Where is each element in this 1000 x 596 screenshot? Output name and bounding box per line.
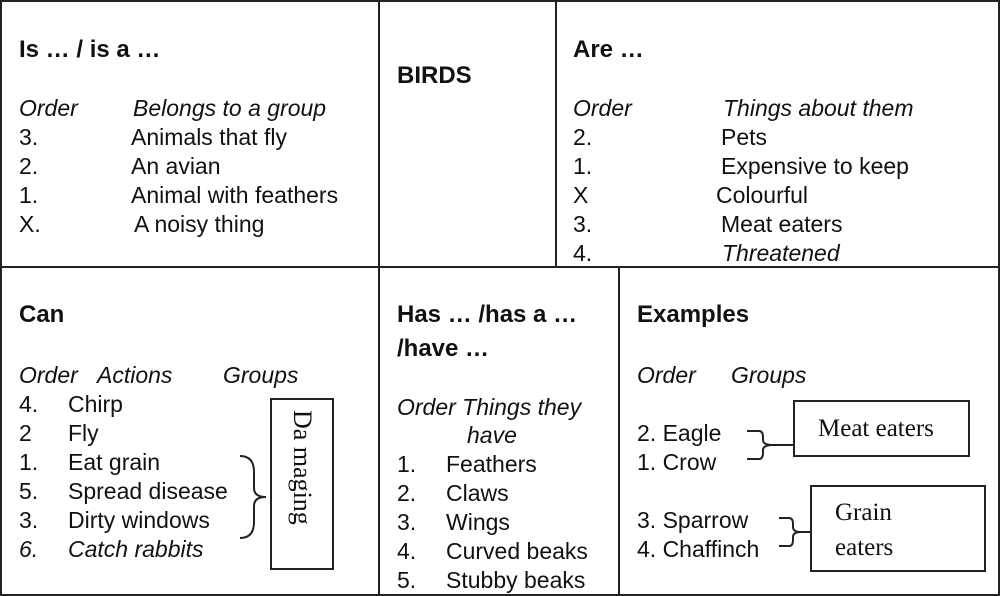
has-row-text: Wings — [446, 509, 510, 535]
has-row-text: Curved beaks — [446, 538, 588, 564]
is-row-order: 1. — [19, 182, 39, 208]
example-bird: 1. Crow — [637, 449, 717, 475]
are-row-order: 3. — [573, 211, 593, 237]
grain-eaters-label-line2: eaters — [835, 534, 894, 561]
has-row-order: 4. — [397, 538, 417, 564]
grid-line-top-2 — [555, 0, 557, 267]
can-row-order: 5. — [19, 478, 39, 504]
are-row-text: Meat eaters — [721, 211, 843, 237]
has-row-text: Claws — [446, 480, 509, 506]
is-row-order: 2. — [19, 153, 39, 179]
can-group-label: Da maging — [288, 410, 317, 525]
is-row-text: An avian — [131, 153, 221, 179]
can-row-order: 2 — [19, 420, 32, 446]
is-row-text: Animal with feathers — [131, 182, 339, 208]
are-row-text: Expensive to keep — [721, 153, 909, 179]
examples-brace-2-icon — [777, 512, 813, 552]
example-bird: 3. Sparrow — [637, 507, 749, 533]
can-row-text: Chirp — [68, 391, 123, 417]
are-col-order: Order — [573, 95, 632, 121]
are-row-text: Colourful — [716, 182, 809, 208]
grid-line-bottom-2 — [618, 267, 620, 596]
is-row-order: X. — [19, 211, 41, 237]
examples-col-groups: Groups — [731, 362, 807, 388]
examples-heading: Examples — [637, 301, 750, 328]
are-row-order: 1. — [573, 153, 593, 179]
example-bird: 4. Chaffinch — [637, 536, 760, 562]
can-row-text: Fly — [68, 420, 99, 446]
is-col-desc: Belongs to a group — [133, 95, 327, 121]
can-row-order: 3. — [19, 507, 39, 533]
examples-col-order: Order — [637, 362, 696, 388]
can-heading: Can — [19, 301, 65, 328]
center-title: BIRDS — [397, 62, 472, 89]
can-row-order: 6. — [19, 536, 39, 562]
can-row-text: Eat grain — [68, 449, 161, 475]
are-row-text: Pets — [721, 124, 768, 150]
has-heading-line1: Has … /has a … — [397, 301, 578, 328]
are-heading: Are … — [573, 36, 644, 63]
grid-line-middle — [0, 266, 1000, 268]
are-row-order: X — [573, 182, 589, 208]
has-col-line1: Order Things they — [397, 394, 582, 420]
grid-line-top-1 — [378, 0, 380, 267]
are-row-text: Threatened — [722, 240, 840, 266]
has-col-line2: have — [467, 422, 517, 448]
is-row-text: Animals that fly — [131, 124, 287, 150]
has-row-order: 2. — [397, 480, 417, 506]
meat-eaters-label: Meat eaters — [818, 415, 934, 442]
has-heading-line2: /have … — [397, 335, 490, 362]
are-row-order: 2. — [573, 124, 593, 150]
is-row-text: A noisy thing — [134, 211, 265, 237]
has-row-order: 1. — [397, 451, 417, 477]
grain-eaters-label-line1: Grain — [835, 499, 892, 526]
can-col-groups: Groups — [223, 362, 299, 388]
is-heading: Is … / is a … — [19, 36, 161, 63]
has-row-order: 3. — [397, 509, 417, 535]
has-row-order: 5. — [397, 567, 417, 593]
can-row-order: 1. — [19, 449, 39, 475]
can-brace-icon — [236, 454, 272, 540]
grid-line-top — [0, 0, 1000, 2]
is-col-order: Order — [19, 95, 78, 121]
can-row-text: Catch rabbits — [68, 536, 204, 562]
can-row-order: 4. — [19, 391, 39, 417]
example-bird: 2. Eagle — [637, 420, 722, 446]
are-row-order: 4. — [573, 240, 593, 266]
grid-line-bottom-1 — [378, 267, 380, 596]
can-col-actions: Actions — [97, 362, 173, 388]
examples-brace-1-icon — [745, 425, 795, 465]
can-row-text: Spread disease — [68, 478, 228, 504]
is-row-order: 3. — [19, 124, 39, 150]
can-row-text: Dirty windows — [68, 507, 210, 533]
are-col-desc: Things about them — [723, 95, 914, 121]
has-row-text: Feathers — [446, 451, 537, 477]
grid-line-left — [0, 0, 2, 596]
can-col-order: Order — [19, 362, 78, 388]
has-row-text: Stubby beaks — [446, 567, 586, 593]
